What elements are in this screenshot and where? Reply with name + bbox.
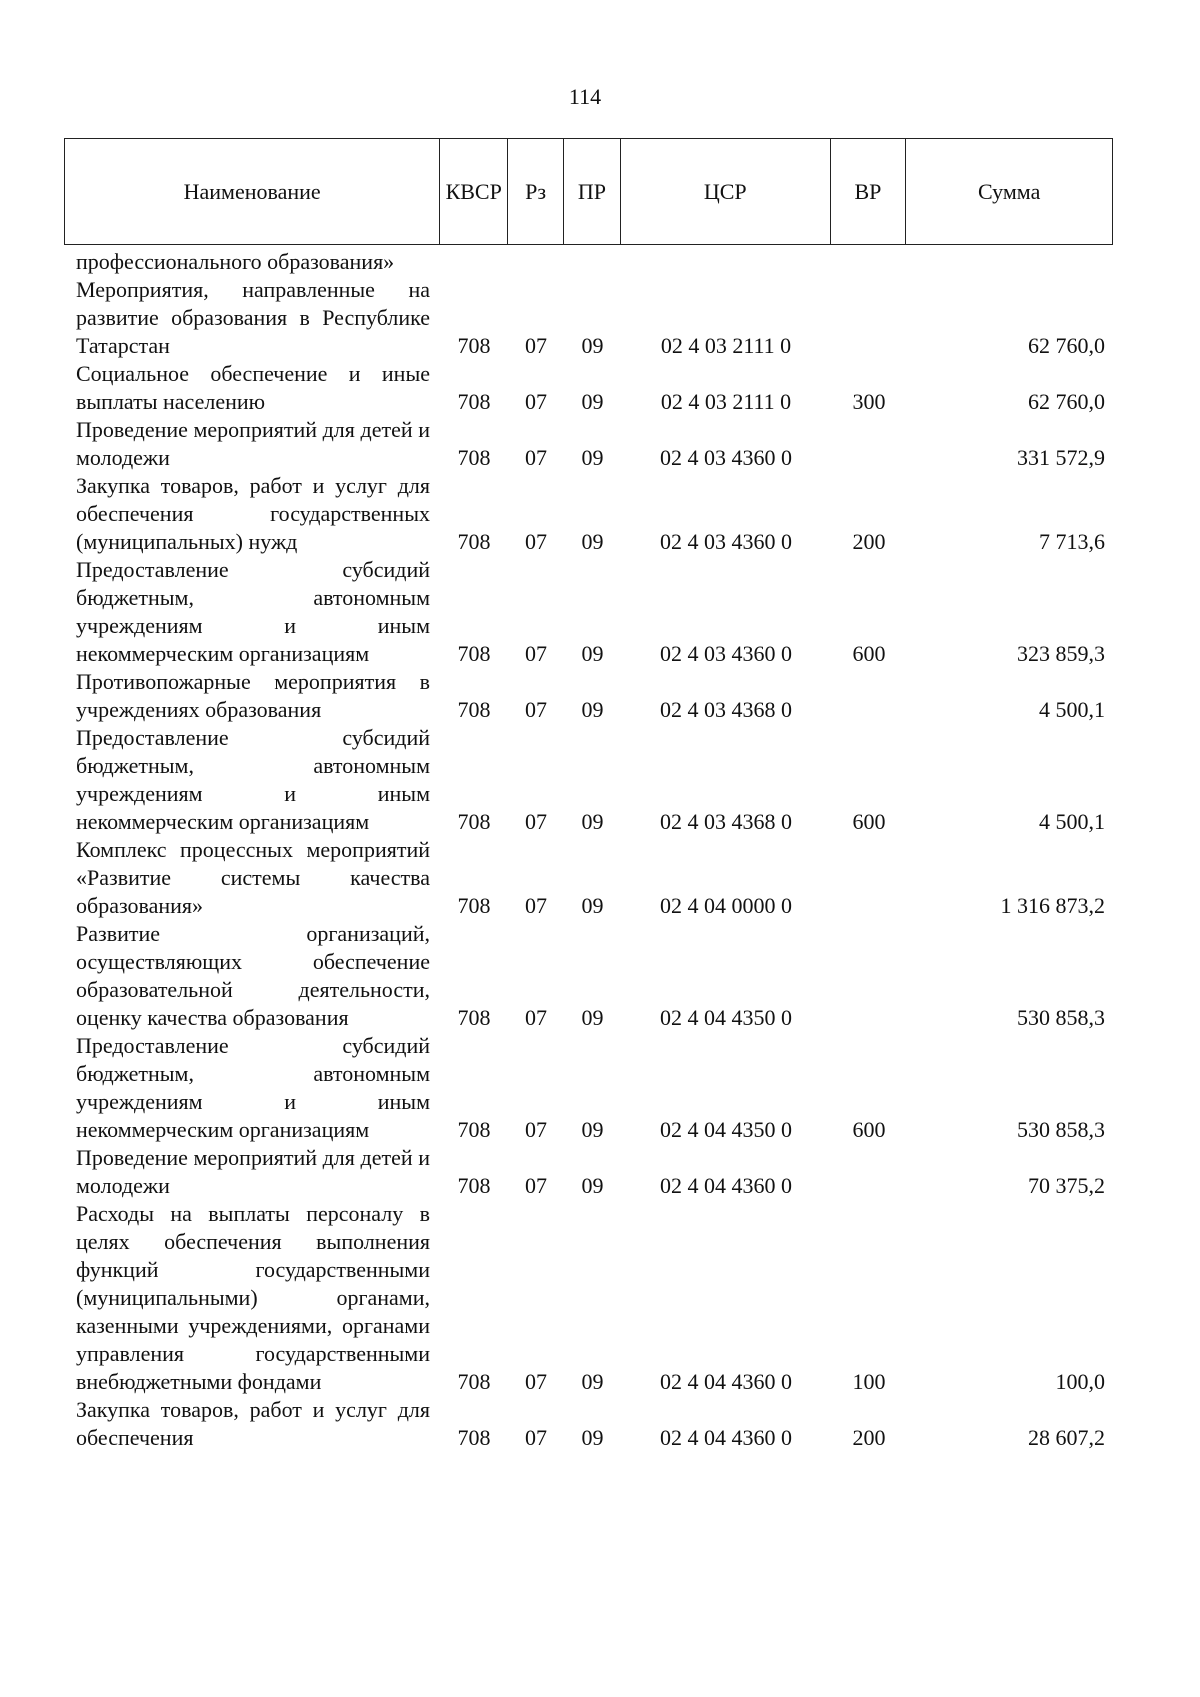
row-kvsr: 708 [457,893,491,918]
table-row [64,724,1113,836]
table-row [64,1144,1113,1200]
row-sum: 530 858,3 [1017,1117,1105,1142]
header-kvsr: КВСР [440,139,508,244]
row-pr: 09 [581,893,604,918]
row-rz: 07 [525,389,547,414]
header-csr: ЦСР [621,139,831,244]
row-rz: 07 [525,529,547,554]
row-sum: 70 375,2 [1028,1173,1105,1198]
row-csr: 02 4 04 4360 0 [660,1425,792,1450]
row-pr: 09 [581,445,604,470]
row-pr: 09 [581,529,604,554]
row-csr: 02 4 04 4360 0 [660,1369,792,1394]
table-row [64,248,1113,276]
row-rz: 07 [525,809,547,834]
row-sum: 4 500,1 [1039,697,1105,722]
row-csr: 02 4 03 2111 0 [660,333,792,358]
header-sum: Сумма [978,178,1041,204]
row-name: профессионального образования» [76,249,395,274]
row-sum: 1 316 873,2 [1000,893,1105,918]
row-kvsr: 708 [457,697,491,722]
row-csr: 02 4 03 4368 0 [660,697,792,722]
row-csr: 02 4 03 2111 0 [660,389,792,414]
row-name: Предоставление субсидий бюджетным, автономным учреждениям и иным некоммерческим организациям [76,557,430,666]
table-row [64,1396,1113,1452]
row-rz: 07 [525,445,547,470]
row-rz: 07 [525,333,547,358]
row-pr: 09 [581,1117,604,1142]
row-csr: 02 4 03 4368 0 [660,809,792,834]
header-vr: ВР [831,139,907,244]
row-name: Закупка товаров, работ и услуг для обеспечения государственных (муниципальных) нужд [76,473,430,554]
table-row [64,416,1113,472]
row-pr: 09 [581,1173,604,1198]
row-csr: 02 4 04 4360 0 [660,1173,792,1198]
row-kvsr: 708 [457,1117,491,1142]
table-header [64,138,1113,245]
row-sum: 530 858,3 [1017,1005,1105,1030]
header-name: Наименование [65,139,440,244]
row-csr: 02 4 04 4350 0 [660,1117,792,1142]
row-vr: 600 [852,1117,886,1142]
row-sum: 100,0 [1055,1369,1105,1394]
row-name: Противопожарные мероприятия в учреждениях образования [76,669,430,722]
table-row [64,360,1113,416]
row-kvsr: 708 [457,1005,491,1030]
row-pr: 09 [581,697,604,722]
row-rz: 07 [525,697,547,722]
row-csr: 02 4 04 4350 0 [660,1005,792,1030]
row-name: Предоставление субсидий бюджетным, автономным учреждениям и иным некоммерческим организациям [76,1033,430,1142]
row-rz: 07 [525,1005,547,1030]
row-name: Мероприятия, направленные на развитие образования в Республике Татарстан [76,277,430,358]
row-csr: 02 4 03 4360 0 [660,529,792,554]
row-kvsr: 708 [457,529,491,554]
table-row [64,556,1113,668]
table-body [64,248,1113,1452]
row-kvsr: 708 [457,333,491,358]
row-rz: 07 [525,1117,547,1142]
row-pr: 09 [581,1369,604,1394]
row-kvsr: 708 [457,809,491,834]
row-name: Проведение мероприятий для детей и молодежи [76,1145,430,1198]
row-pr: 09 [581,809,604,834]
row-vr: 600 [852,809,886,834]
row-kvsr: 708 [457,1425,491,1450]
row-sum: 28 607,2 [1028,1425,1105,1450]
row-kvsr: 708 [457,1369,491,1394]
row-name: Развитие организаций, осуществляющих обеспечение образовательной деятельности, оценку качества образования [76,921,430,1030]
row-kvsr: 708 [457,1173,491,1198]
row-vr: 200 [852,1425,886,1450]
row-name: Закупка товаров, работ и услуг для обеспечения [76,1397,430,1450]
table-row [64,836,1113,920]
row-vr: 600 [852,641,886,666]
row-csr: 02 4 03 4360 0 [660,445,792,470]
row-vr: 100 [852,1369,886,1394]
row-name: Расходы на выплаты персоналу в целях обеспечения выполнения функций государственными (муниципальными) органами, казенными учреждениями, органами управления государственными внебюджетными фондами [76,1201,430,1394]
row-sum: 331 572,9 [1017,445,1105,470]
table-row [64,276,1113,360]
row-rz: 07 [525,641,547,666]
row-kvsr: 708 [457,389,491,414]
row-name: Проведение мероприятий для детей и молодежи [76,417,430,470]
row-sum: 4 500,1 [1039,809,1105,834]
row-name: Комплекс процессных мероприятий «Развитие системы качества образования» [76,837,430,918]
row-vr: 300 [852,389,886,414]
page-number: 114 [568,84,602,109]
row-pr: 09 [581,389,604,414]
row-pr: 09 [581,641,604,666]
row-pr: 09 [581,333,604,358]
row-pr: 09 [581,1425,604,1450]
row-pr: 09 [581,1005,604,1030]
row-sum: 62 760,0 [1028,389,1105,414]
row-sum: 62 760,0 [1028,333,1105,358]
row-vr: 200 [852,529,886,554]
header-rz: Рз [508,139,564,244]
table-row [64,668,1113,724]
row-rz: 07 [525,1425,547,1450]
table-row [64,1032,1113,1144]
row-rz: 07 [525,893,547,918]
table-row [64,1200,1113,1396]
row-name: Предоставление субсидий бюджетным, автономным учреждениям и иным некоммерческим организациям [76,725,430,834]
row-csr: 02 4 03 4360 0 [660,641,792,666]
table-row [64,920,1113,1032]
row-rz: 07 [525,1173,547,1198]
row-kvsr: 708 [457,445,491,470]
row-rz: 07 [525,1369,547,1394]
row-csr: 02 4 04 0000 0 [660,893,792,918]
row-name: Социальное обеспечение и иные выплаты населению [76,361,430,414]
row-sum: 323 859,3 [1017,641,1105,666]
row-sum: 7 713,6 [1039,529,1105,554]
table-row [64,472,1113,556]
header-pr: ПР [564,139,621,244]
row-kvsr: 708 [457,641,491,666]
